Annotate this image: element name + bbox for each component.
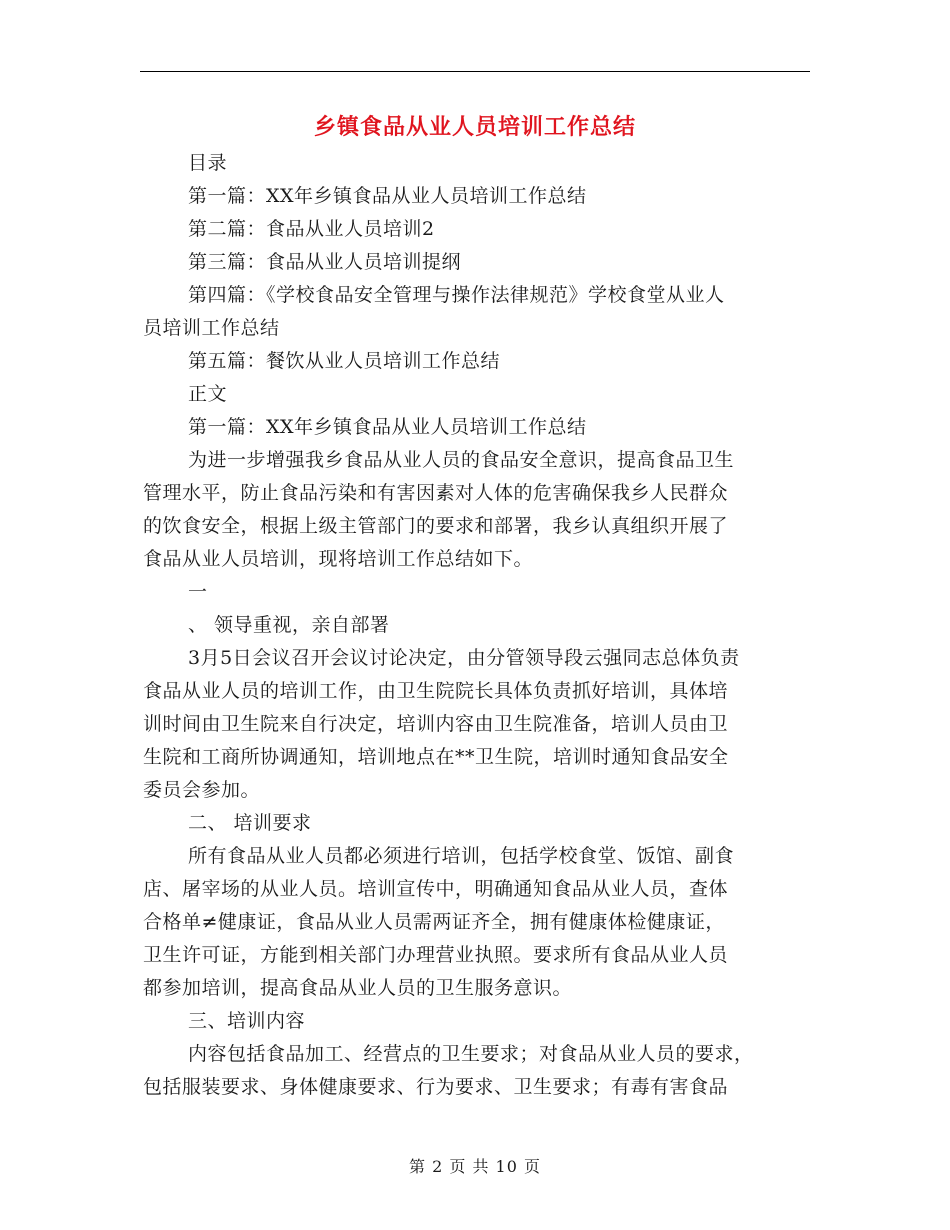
text-line: 3月5日会议召开会议讨论决定，由分管领导段云强同志总体负责 [188, 647, 740, 669]
text-line: 为进一步增强我乡食品从业人员的食品安全意识，提高食品卫生 [188, 449, 735, 471]
text-line: 合格单≠健康证，食品从业人员需两证齐全，拥有健康体检健康证， [143, 911, 725, 933]
text-line: 所有食品从业人员都必须进行培训，包括学校食堂、饭馆、副食 [188, 845, 735, 867]
text-line: 卫生许可证，方能到相关部门办理营业执照。要求所有食品从业人员 [143, 944, 729, 966]
text-line: 三、培训内容 [188, 1010, 306, 1032]
text-line: 包括服装要求、身体健康要求、行为要求、卫生要求；有毒有害食品 [143, 1076, 729, 1098]
text-line: 正文 [188, 383, 228, 405]
header-rule [140, 71, 810, 72]
text-line: 店、屠宰场的从业人员。培训宣传中，明确通知食品从业人员，查体 [143, 878, 729, 900]
text-line: 员培训工作总结 [143, 317, 280, 339]
text-line: 第一篇：XX年乡镇食品从业人员培训工作总结 [188, 416, 587, 438]
text-line: 一 [188, 581, 208, 603]
text-line: 、 领导重视，亲自部署 [188, 614, 390, 636]
text-line: 第三篇：食品从业人员培训提纲 [188, 251, 462, 273]
document-title: 乡镇食品从业人员培训工作总结 [313, 115, 636, 140]
text-line: 目录 [188, 152, 228, 174]
text-line: 委员会参加。 [143, 779, 261, 801]
text-line: 第五篇：餐饮从业人员培训工作总结 [188, 350, 501, 372]
text-line: 食品从业人员培训，现将培训工作总结如下。 [143, 548, 534, 570]
page-number: 第 2 页 共 10 页 [409, 1157, 541, 1176]
text-line: 第一篇：XX年乡镇食品从业人员培训工作总结 [188, 185, 587, 207]
text-line: 管理水平，防止食品污染和有害因素对人体的危害确保我乡人民群众 [143, 482, 729, 504]
text-line: 内容包括食品加工、经营点的卫生要求；对食品从业人员的要求， [188, 1043, 754, 1065]
text-line: 训时间由卫生院来自行决定，培训内容由卫生院准备，培训人员由卫 [143, 713, 729, 735]
text-line: 生院和工商所协调通知，培训地点在**卫生院，培训时通知食品安全 [143, 746, 729, 768]
text-line: 的饮食安全，根据上级主管部门的要求和部署，我乡认真组织开展了 [143, 515, 729, 537]
text-line: 第四篇：《学校食品安全管理与操作法律规范》学校食堂从业人 [188, 284, 725, 306]
text-line: 二、 培训要求 [188, 812, 312, 834]
text-line: 食品从业人员的培训工作，由卫生院院长具体负责抓好培训，具体培 [143, 680, 729, 702]
text-line: 都参加培训，提高食品从业人员的卫生服务意识。 [143, 977, 573, 999]
document-body [143, 147, 813, 1104]
text-line: 第二篇：食品从业人员培训2 [188, 218, 435, 240]
